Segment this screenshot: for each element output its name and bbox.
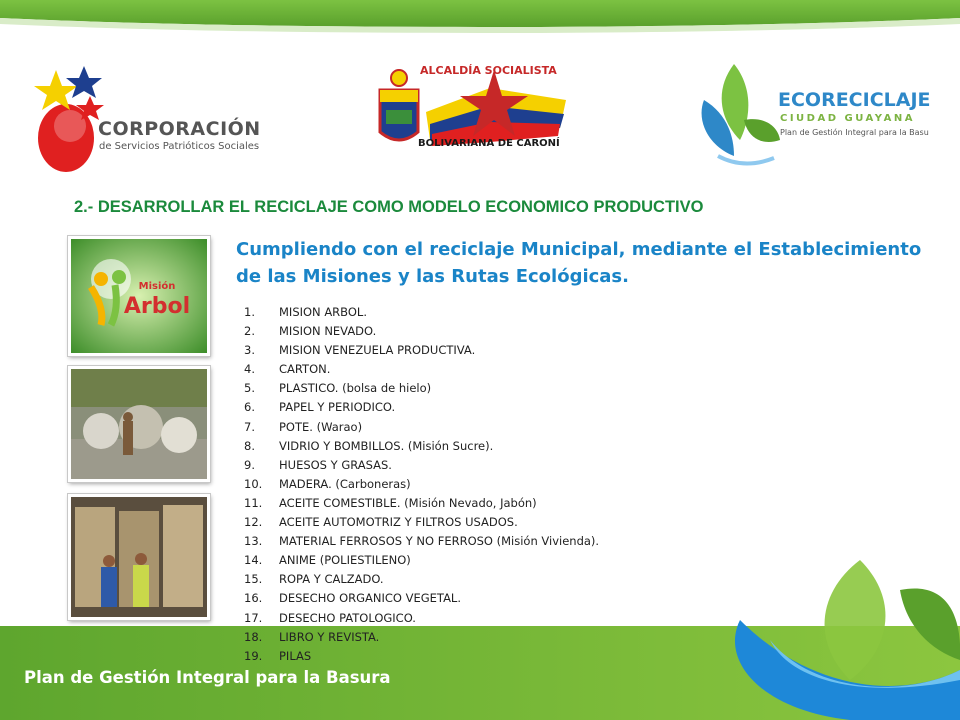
list-item-number: 13. [244,534,263,549]
mision-arbol-line2: Arbol [123,294,191,319]
alcaldia-logo [370,62,570,166]
list-item [244,437,599,456]
ecoreciclaje-title: ECORECICLAJE [778,89,931,111]
list-item-text: MADERA. (Carboneras) [279,476,411,491]
list-item-number: 15. [244,572,263,587]
list-item-number: 14. [244,553,263,568]
list-item [244,494,599,513]
list-item-number: 8. [244,438,255,453]
list-item-text: DESECHO ORGANICO VEGETAL. [279,591,461,606]
list-item-text: POTE. (Warao) [279,419,363,434]
list-item [244,513,599,532]
list-item-number: 16. [244,591,263,606]
list-item-number: 9. [244,457,255,472]
list-item-number: 5. [244,381,255,396]
list-item-text: ANIME (POLIESTILENO) [279,553,411,568]
list-item-number: 7. [244,419,255,434]
list-item [244,570,599,589]
list-item [244,360,599,379]
list-item [244,303,599,322]
list-item [244,398,599,417]
corporacion-subtitle: de Servicios Patrióticos Sociales [99,141,260,152]
ecoreciclaje-city: CIUDAD GUAYANA [780,113,915,124]
top-green-band [0,0,960,36]
list-item [244,647,599,666]
list-item-number: 6. [244,400,255,415]
section-heading: 2.- DESARROLLAR EL RECICLAJE COMO MODELO ECONOMICO PRODUCTIVO [74,198,704,216]
list-item [244,609,599,628]
list-item-text: VIDRIO Y BOMBILLOS. (Misión Sucre). [279,438,494,453]
recycling-site-photo [68,366,210,482]
corner-leaf-decoration [700,560,960,720]
mision-arbol-image [71,239,207,353]
list-item-number: 2. [244,324,255,339]
list-item-text: MISION NEVADO. [279,324,377,339]
list-item-text: MISION ARBOL. [279,305,367,319]
recycling-site-image [71,369,207,479]
list-item [244,589,599,608]
list-item-text: CARTON. [279,362,331,377]
list-item-text: HUESOS Y GRASAS. [279,457,392,472]
list-item [244,551,599,570]
recycling-items-list [244,303,599,666]
ecoreciclaje-tagline: Plan de Gestión Integral para la Basu [780,128,929,137]
alcaldia-subtitle: BOLIVARIANA DE CARONÍ [418,138,560,149]
list-item-text: ACEITE AUTOMOTRIZ Y FILTROS USADOS. [279,515,518,530]
corporacion-title: CORPORACIÓN [98,118,261,140]
mision-arbol-photo [68,236,210,356]
mision-arbol-line1: Misión [138,281,176,292]
list-item-number: 11. [244,495,263,510]
warehouse-bales-photo [68,494,210,620]
list-item-text: PAPEL Y PERIODICO. [279,400,396,415]
list-item-text: ROPA Y CALZADO. [279,572,384,587]
list-item [244,456,599,475]
list-item-text: DESECHO PATOLOGICO. [279,610,416,625]
list-item-text: ACEITE COMESTIBLE. (Misión Nevado, Jabón) [279,495,537,510]
list-item-text: PLASTICO. (bolsa de hielo) [279,381,432,396]
list-item-number: 17. [244,610,263,625]
warehouse-bales-image [71,497,207,617]
footer-title: Plan de Gestión Integral para la Basura [24,668,391,687]
list-item-number: 19. [244,648,263,663]
list-item-number: 1. [244,305,255,319]
list-item [244,532,599,551]
list-item [244,341,599,360]
section-subtitle: Cumpliendo con el reciclaje Municipal, mediante el Establecimiento de las Misiones y las Rutas Ecológicas. [236,239,922,287]
list-item [244,379,599,398]
list-item-number: 10. [244,476,263,491]
list-item-text: MATERIAL FERROSOS Y NO FERROSO (Misión Vivienda). [279,534,600,549]
list-item-number: 4. [244,362,255,377]
list-item-number: 18. [244,629,263,644]
list-item-text: LIBRO Y REVISTA. [279,629,380,644]
list-item [244,322,599,341]
list-item [244,628,599,647]
alcaldia-title: ALCALDÍA SOCIALISTA [420,64,557,77]
list-item-text: PILAS [279,648,312,663]
list-item-number: 3. [244,343,255,358]
list-item-text: MISION VENEZUELA PRODUCTIVA. [279,343,476,358]
list-item [244,475,599,494]
list-item [244,418,599,437]
list-item-number: 12. [244,515,263,530]
